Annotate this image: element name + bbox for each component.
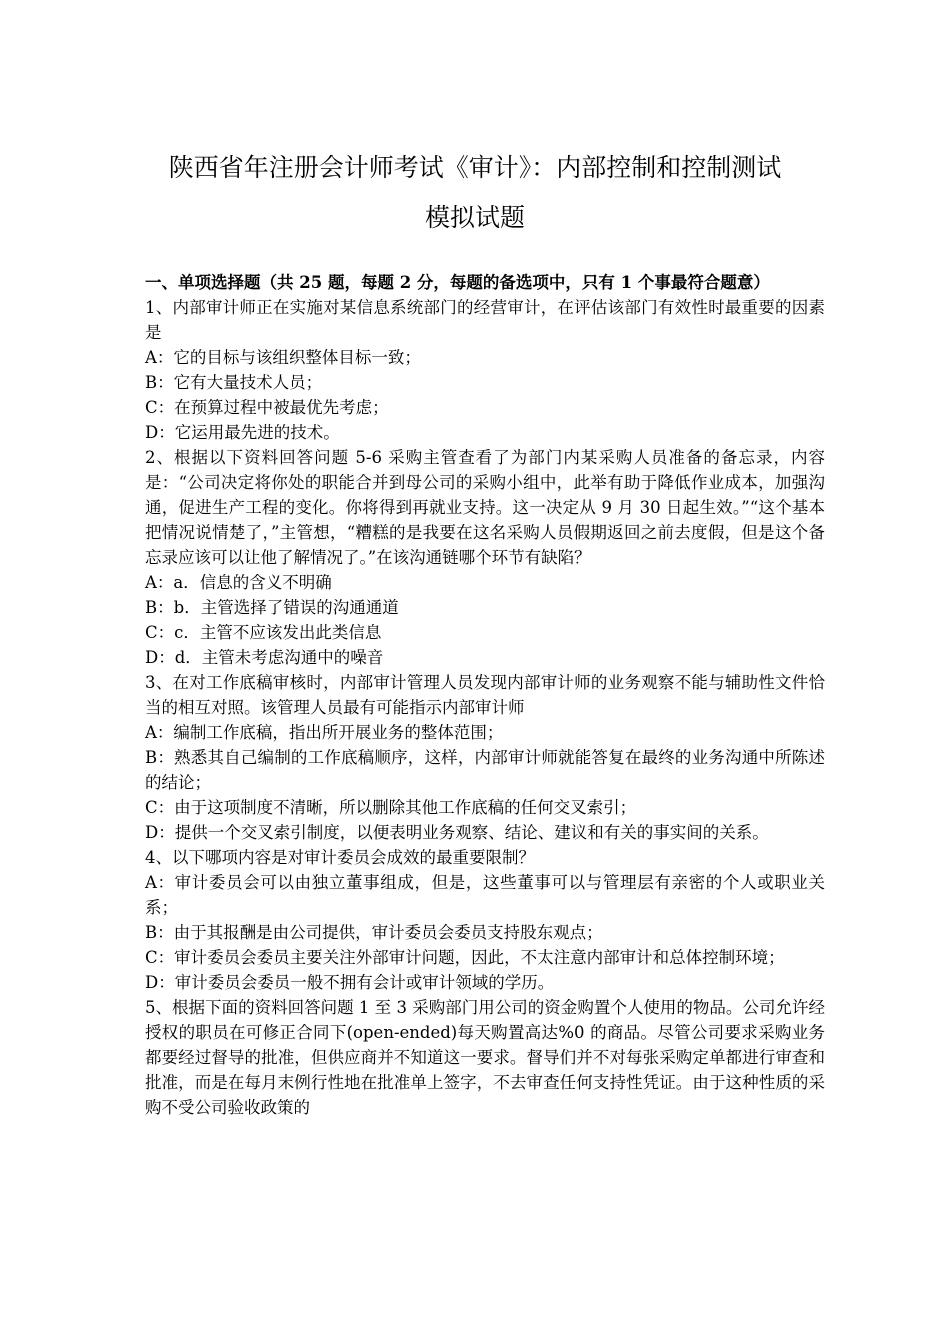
question-4-stem: 4、以下哪项内容是对审计委员会成效的最重要限制？ [145, 848, 535, 867]
question-2-option-b: B：b．主管选择了错误的沟通通道 [145, 598, 399, 617]
question-1-option-d: D：它运用最先进的技术。 [145, 423, 340, 442]
question-4-option-d: D：审计委员会委员一般不拥有会计或审计领域的学历。 [145, 973, 555, 992]
question-1-option-a: A：它的目标与该组织整体目标一致； [145, 348, 421, 367]
section-heading: 一、单项选择题（共 25 题，每题 2 分，每题的备选项中，只有 1 个事最符合题意） [145, 273, 770, 292]
document-body [145, 270, 825, 1120]
document-title-line-2: 模拟试题 [424, 203, 525, 232]
question-2-stem: 2、根据以下资料回答问题 5-6 采购主管查看了为部门内某采购人员准备的备忘录，内容是：“公司决定将你处的职能合并到母公司的采购小组中，此举有助于降低作业成本，加强沟通，促进生产工程的变化。你将得到再就业支持。这一决定从 9 月 30 日起生效。”“这个基本把情况说情楚了，”主管想，“糟糕的是我要在这名采购人员假期返回之前去度假，但是这个备忘录应该可以让他了解情况了。”在该沟通链哪个环节有缺陷？ [145, 448, 825, 567]
question-1-option-c: C：在预算过程中被最优先考虑； [145, 398, 389, 417]
question-3-option-a: A：编制工作底稿，指出所开展业务的整体范围； [145, 723, 504, 742]
question-4-option-a: A：审计委员会可以由独立董事组成，但是，这些董事可以与管理层有亲密的个人或职业关系； [145, 873, 825, 917]
question-3-option-b: B：熟悉其自己编制的工作底稿顺序，这样，内部审计师就能答复在最终的业务沟通中所陈述的结论； [145, 748, 825, 792]
question-2-option-c: C：c．主管不应该发出此类信息 [145, 623, 382, 642]
question-3-stem: 3、在对工作底稿审核时，内部审计管理人员发现内部审计师的业务观察不能与辅助性文件恰当的相互对照。该管理人员最有可能指示内部审计师 [145, 673, 825, 717]
question-4-option-b: B：由于其报酬是由公司提供，审计委员会委员支持股东观点； [145, 923, 603, 942]
question-2-option-d: D：d．主管未考虑沟通中的噪音 [145, 648, 384, 667]
question-5-stem: 5、根据下面的资料回答问题 1 至 3 采购部门用公司的资金购置个人使用的物品。公司允许经授权的职员在可修正合同下(open-ended)每天购置高达%0 的商品。尽管公司要求采购业务都要经过督导的批准，但供应商并不知道这一要求。督导们并不对每张采购定单都进行审查和批准，而是在每月末例行性地在批准单上签字，不去审查任何支持性凭证。由于这种性质的采购不受公司验收政策的 [145, 998, 825, 1117]
question-2-option-a: A：a．信息的含义不明确 [145, 573, 332, 592]
question-1-stem: 1、内部审计师正在实施对某信息系统部门的经营审计，在评估该部门有效性时最重要的因素是 [145, 298, 825, 342]
question-3-option-c: C：由于这项制度不清晰，所以删除其他工作底稿的任何交叉索引； [145, 798, 637, 817]
document-title-line-1: 陕西省年注册会计师考试《审计》：内部控制和控制测试 [168, 153, 782, 182]
question-4-option-c: C：审计委员会委员主要关注外部审计问题，因此，不太注意内部审计和总体控制环境； [145, 948, 785, 967]
question-1-option-b: B：它有大量技术人员； [145, 373, 323, 392]
question-3-option-d: D：提供一个交叉索引制度，以便表明业务观察、结论、建议和有关的事实间的关系。 [145, 823, 769, 842]
